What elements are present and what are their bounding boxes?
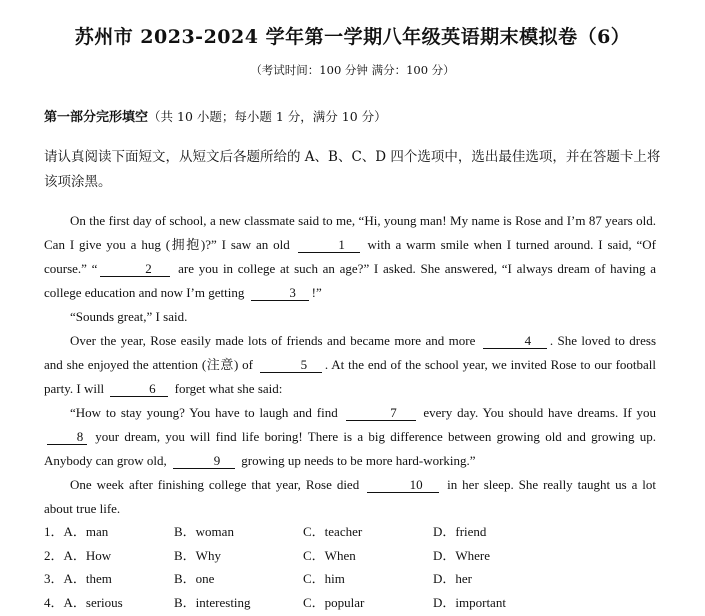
blank-5: 5 xyxy=(260,358,322,373)
question-number: 4． xyxy=(44,594,64,610)
exam-title: 苏州市 2023-2024 学年第一学期八年级英语期末模拟卷（6） xyxy=(74,26,631,48)
option-c: C．When xyxy=(303,547,356,563)
blank-9: 9 xyxy=(173,454,235,469)
passage-paragraph xyxy=(44,329,656,401)
option-d: D．her xyxy=(433,571,472,586)
passage-text: with a warm smile when I turned around. I said, “Of course.” “ xyxy=(44,237,657,276)
option-d: D．Where xyxy=(433,547,491,563)
option-c: C．teacher xyxy=(303,524,363,539)
blank-8: 8 xyxy=(47,430,87,445)
passage-text: are you in college at such an age?” I asked. She answered, “I always dream of having a college education and now I’m getting xyxy=(44,261,656,300)
section-note: （共 10 小题；每小题 1 分，满分 10 分） xyxy=(148,109,387,124)
question-num-option-a xyxy=(44,545,111,564)
blank-2: 2 xyxy=(100,262,170,277)
passage-text: . At the end of the school year, we invited Rose to our football party. I will xyxy=(44,357,657,396)
section-header xyxy=(44,106,387,125)
passage-paragraph: “Sounds great,” I said. xyxy=(70,309,188,324)
passage-text: On the first day of school, a new classmate said to me, “Hi, young man! My name is Rose and I’m 87 years old. Can I give you a hug (拥抱)?” I saw an old xyxy=(44,213,656,252)
question-num-option-a xyxy=(44,568,112,587)
instructions: 请认真阅读下面短文，从短文后各题所给的 A、B、C、D 四个选项中，选出最佳选项，并在答题卡上将该项涂黑。 xyxy=(44,149,661,190)
passage-text: One week after finishing college that year, Rose died xyxy=(70,477,360,492)
passage-paragraph xyxy=(44,209,656,305)
section-heading: 第一部分完形填空 xyxy=(44,110,149,125)
question-num-option-a xyxy=(44,521,108,540)
passage-text: forget what she said: xyxy=(174,381,283,396)
blank-6: 6 xyxy=(110,382,168,397)
blank-10: 10 xyxy=(367,478,439,493)
exam-subtitle: （考试时间：100 分钟 满分：100 分） xyxy=(250,63,455,77)
blank-4: 4 xyxy=(483,334,547,349)
option-d: D．important xyxy=(433,594,506,610)
option-a: A．man xyxy=(63,524,109,539)
option-a: A．serious xyxy=(63,594,123,610)
blank-1: 1 xyxy=(298,238,360,253)
passage-paragraph xyxy=(44,473,656,521)
option-d: D．friend xyxy=(433,524,487,539)
question-num-option-a xyxy=(44,592,123,611)
question-number: 1． xyxy=(44,524,64,539)
blank-7: 7 xyxy=(346,406,416,421)
option-c: C．popular xyxy=(303,594,365,610)
option-b: B．one xyxy=(174,571,215,586)
passage-text: . She loved to dress and she enjoyed the attention (注意) of xyxy=(44,333,657,372)
passage-text: your dream, you will find life boring! There is a big difference between growing old and growing up. Anybody can grow old, xyxy=(44,429,656,468)
passage-text: Over the year, Rose easily made lots of friends and became more and more xyxy=(70,333,476,348)
passage-text: in her sleep. She really taught us a lot about true life. xyxy=(44,477,657,516)
passage-paragraph xyxy=(44,401,656,473)
option-c: C．him xyxy=(303,571,345,586)
cloze-passage xyxy=(44,209,656,521)
option-a: A．them xyxy=(63,571,112,586)
passage-text: growing up needs to be more hard-working.” xyxy=(241,453,476,468)
blank-3: 3 xyxy=(251,286,309,301)
passage-text: “How to stay young? You have to laugh and find xyxy=(70,405,338,420)
option-b: B．woman xyxy=(174,524,234,539)
question-number: 3． xyxy=(44,571,64,586)
option-b: B．interesting xyxy=(174,594,251,610)
passage-text: every day. You should have dreams. If you xyxy=(423,405,657,420)
option-a: A．How xyxy=(63,547,112,563)
question-number: 2． xyxy=(44,547,64,563)
option-b: B．Why xyxy=(174,547,221,563)
passage-text: !” xyxy=(311,285,322,300)
